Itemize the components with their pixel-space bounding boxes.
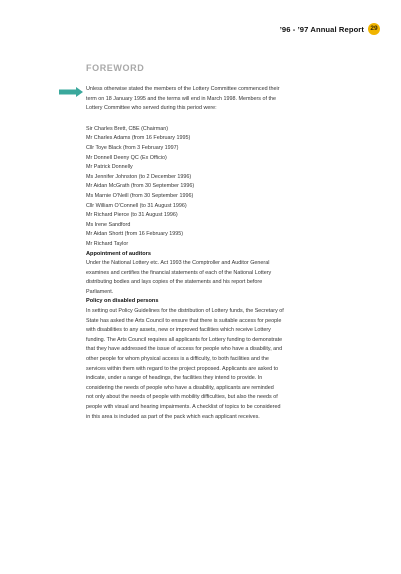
list-item: Mr Aidan Shortt (from 16 February 1995): [86, 231, 184, 238]
intro-paragraph: Unless otherwise stated the members of the Lottery Committee commenced their term on 18 January 1995 and the terms will end in March 1998. Members of the Lottery Committee who served during this period were:: [86, 86, 280, 112]
auditors-heading: Appointment of auditors: [86, 250, 151, 257]
arrow-right-icon: [59, 87, 83, 97]
list-item: Mr Richard Pierce (to 31 August 1996): [86, 212, 178, 219]
list-item: Sir Charles Brett, CBE (Chairman): [86, 125, 169, 132]
page-header: [280, 23, 380, 35]
page-number-badge: [368, 23, 380, 35]
page-number: 29: [370, 24, 378, 32]
list-item: Ms Jennifer Johnston (to 2 December 1996): [86, 173, 192, 180]
list-item: Mr Donnell Deeny QC (Ex Officio): [86, 154, 167, 161]
list-item: Cllr William O’Connell (to 31 August 1996): [86, 202, 187, 209]
list-item: Ms Marnie O’Neill (from 30 September 1996): [86, 192, 194, 199]
page-body: [86, 85, 376, 422]
committee-members-list: [86, 125, 376, 250]
list-item: Cllr Toye Black (from 3 February 1997): [86, 144, 179, 151]
section-title: FOREWORD: [86, 63, 145, 73]
auditors-paragraph: Under the National Lottery etc. Act 1993 the Comptroller and Auditor General examines and certifies the financial statements of each of the National Lottery distributing bodies and lays copies of the statements and his report before Parliament.: [86, 260, 272, 295]
list-item: Mr Richard Taylor: [86, 240, 129, 247]
list-item: Mr Aidan McGrath (from 30 September 1996): [86, 183, 195, 190]
disabled-policy-heading: Policy on disabled persons: [86, 298, 159, 305]
list-item: Mr Patrick Donnelly: [86, 164, 133, 171]
disabled-policy-paragraph: In setting out Policy Guidelines for the distribution of Lottery funds, the Secretary of State has asked the Arts Council to ensure that there is suitable access for people with disabilities to any assets, new or improved facilities which receive Lottery funding. The Arts Council requires all applicants for Lottery funding to demonstrate that they have addressed the issue of access for people who have a disability, and other people for whom physical access is a difficulty, to both facilities and the services within them with regard to the project proposed. Applicants are asked to indicate, under a range of headings, the facilities they intend to provide. In considering the needs of people who have a disability, applicants are reminded not only about the needs of people with mobility difficulties, but also the needs of people with visual and hearing impairments. A checklist of topics to be considered in this area is included as part of the pack which each applicant receives.: [86, 308, 284, 420]
report-title: ’96 - ’97 Annual Report: [279, 24, 364, 34]
list-item: Mr Charles Adams (from 16 February 1995): [86, 135, 191, 142]
list-item: Ms Irene Sandford: [86, 221, 131, 228]
